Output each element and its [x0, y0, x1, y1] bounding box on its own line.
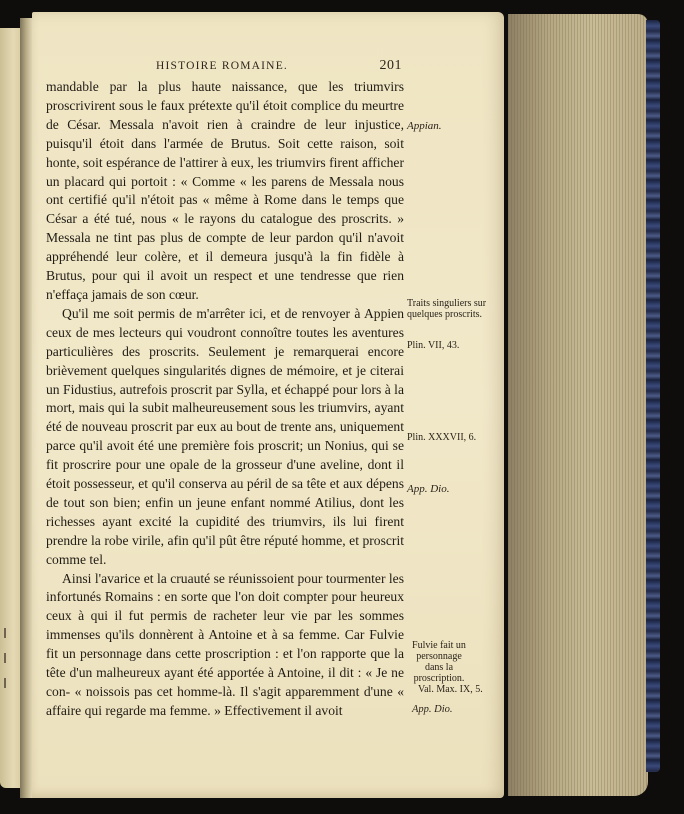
page-number: 201	[379, 58, 402, 73]
paragraph-3: Ainsi l'avarice et la cruauté se réunissoient pour tourmenter les infortunés Romains : en sorte que l'on doit compter pour heureux ceux à qui il fut permis de racheter leur vie par les sommes immenses qu'ils donnèrent à Antoine et à sa femme. Car Fulvie fit un personnage dans cette proscription : et l'on rapporte que la tête d'un malheureux ayant été apportée à Antoine, il dit : « Je ne con- « noissois pas cet homme-là. Il s'agit apparemment d'une « affaire qui regarde ma femme. » Effectivement il avoit	[46, 570, 404, 718]
ink-mark	[4, 653, 6, 663]
margin-note-fulvie: Fulvie fait un personnage dans la proscription.	[412, 640, 466, 684]
margin-note-appian: Appian.	[407, 120, 442, 132]
paragraph-1: mandable par la plus haute naissance, que les triumvirs proscrivirent sous le faux prétexte qu'il étoit complice du meurtre de César. Messala n'avoit rien à craindre de leur injustice, puisqu'il étoit dans l'armée de Brutus. Soit cette raison, soit honte, soit espérance de l'attirer à eux, les triumvirs firent afficher un placard qui portoit : « Comme « les parens de Messala nous ont certifié qu'il n'étoit pas « même à Rome dans le temps que César a été tué, nous « le rayons du catalogue des proscrits. » Messala ne tint pas plus de compte de leur pardon qu'il n'avoit appréhendé leur colère, et il demeura jusqu'à la fin fidèle à Brutus, pour qui il avoit un respect et une tendresse que rien n'effaça jamais de son cœur.	[46, 79, 404, 302]
running-title: HISTOIRE ROMAINE.	[156, 60, 288, 72]
main-text	[46, 78, 404, 721]
margin-note-app-dio: App. Dio.	[407, 483, 450, 495]
page-block-edges	[508, 14, 648, 796]
margin-note-traits: Traits singuliers sur quelques proscrits.	[407, 298, 487, 320]
marbled-cover-edge	[646, 20, 660, 772]
margin-note-val-max: Val. Max. IX, 5.	[418, 684, 483, 695]
paragraph-2: Qu'il me soit permis de m'arrêter ici, et de renvoyer à Appien ceux de mes lecteurs qui voudront connoître toutes les aventures particulières des proscrits. Seulement je remarquerai encore brièvement quelques singularités dignes de mémoire, et je citerai un Fidustius, autrefois proscrit par Sylla, et échappé pour lors à la mort, mais qui la subit malheureusement sous les triumvirs, ayant été de nouveau proscrit par eux au bout de trente ans, uniquement parce qu'il avoit été une première fois proscrit; un Nonius, qui se fit proscrire pour une opale de la grosseur d'une aveline, dont il étoit possesseur, et qu'il conserva au péril de sa tête et aux dépens de tout son bien; enfin un jeune enfant nommé Atilius, dont les richesses ayant excité la cupidité des triumvirs, ils lui firent prendre la robe virile, afin qu'il pût être réputé homme, et proscrit comme tel.	[46, 305, 404, 567]
ink-mark	[4, 628, 6, 638]
ink-mark	[4, 678, 6, 688]
margin-note-plin-xxxvii: Plin. XXXVII, 6.	[407, 432, 477, 443]
previous-page-edge	[0, 28, 22, 788]
margin-note-app-dio-2: App. Dio.	[412, 704, 453, 715]
running-header	[156, 58, 402, 78]
margin-note-plin-vii: Plin. VII, 43.	[407, 340, 460, 351]
